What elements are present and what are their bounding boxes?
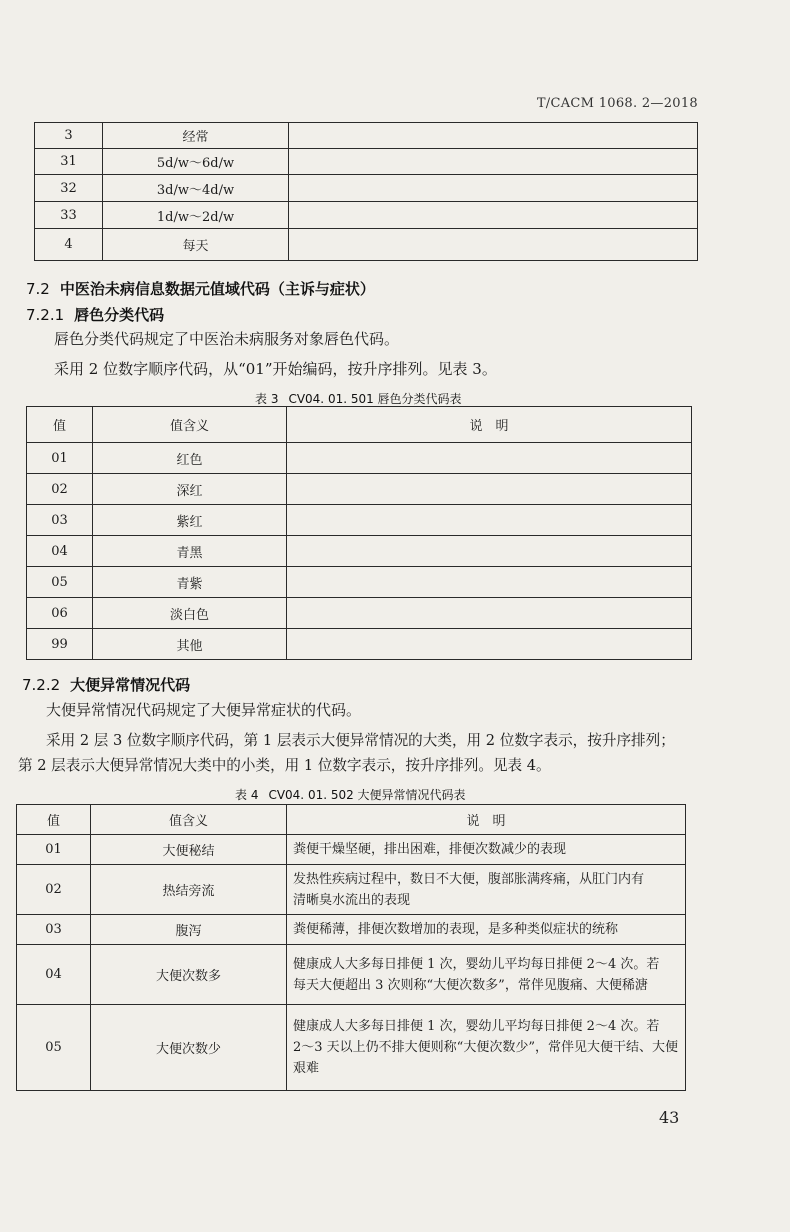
paragraph: 采用 2 位数字顺序代码，从“01”开始编码，按升序排列。见表 3。 bbox=[54, 360, 497, 378]
table-row: 33 1d/w～2d/w bbox=[35, 202, 698, 229]
column-header: 值 bbox=[17, 805, 91, 835]
paragraph: 大便异常情况代码规定了大便异常症状的代码。 bbox=[46, 701, 362, 719]
section-heading-7-2: 7.2 中医治未病信息数据元值域代码（主诉与症状） bbox=[26, 280, 375, 298]
table-row: 03 腹泻 粪便稀薄，排便次数增加的表现，是多种类似症状的统称 bbox=[17, 915, 686, 945]
table-row: 99 其他 bbox=[27, 629, 692, 660]
table-row: 06 淡白色 bbox=[27, 598, 692, 629]
table-header-row bbox=[17, 805, 686, 835]
table-caption: 表 4 CV04. 01. 502 大便异常情况代码表 bbox=[235, 788, 466, 802]
paragraph: 采用 2 层 3 位数字顺序代码，第 1 层表示大便异常情况的大类，用 2 位数字表示，按升序排列； bbox=[46, 732, 675, 749]
section-heading-7-2-2: 7.2.2 大便异常情况代码 bbox=[22, 676, 191, 694]
table-row: 01 大便秘结 粪便干燥坚硬，排出困难，排便次数减少的表现 bbox=[17, 835, 686, 865]
table-row: 05 大便次数少 健康成人大多每日排便 1 次，婴幼儿平均每日排便 2～4 次。若 2～3 天以上仍不排大便则称“大便次数少”，常伴见大便干结、大便 艰难 bbox=[17, 1005, 686, 1091]
table-caption: 表 3 CV04. 01. 501 唇色分类代码表 bbox=[255, 392, 462, 406]
column-header: 说 明 bbox=[287, 805, 686, 835]
column-header: 说 明 bbox=[287, 407, 692, 443]
paragraph: 唇色分类代码规定了中医治未病服务对象唇色代码。 bbox=[54, 330, 400, 348]
table-row: 02 热结旁流 发热性疾病过程中，数日不大便，腹部胀满疼痛，从肛门内有 清晰臭水流出的表现 bbox=[17, 865, 686, 915]
section-heading-7-2-1: 7.2.1 唇色分类代码 bbox=[26, 306, 165, 324]
column-header: 值含义 bbox=[91, 805, 287, 835]
standard-code: T/CACM 1068. 2—2018 bbox=[536, 96, 698, 111]
table-stool-abnormality bbox=[16, 804, 686, 1091]
table-header-row bbox=[27, 407, 692, 443]
table-row: 4 每天 bbox=[35, 229, 698, 261]
column-header: 值 bbox=[27, 407, 93, 443]
table-row: 03 紫红 bbox=[27, 505, 692, 536]
table-row: 31 5d/w～6d/w bbox=[35, 149, 698, 175]
table-row: 04 青黑 bbox=[27, 536, 692, 567]
column-header: 值含义 bbox=[93, 407, 287, 443]
table-continued bbox=[34, 122, 698, 261]
table-row: 02 深红 bbox=[27, 474, 692, 505]
table-row: 01 红色 bbox=[27, 443, 692, 474]
table-lip-color bbox=[26, 406, 692, 660]
table-row: 32 3d/w～4d/w bbox=[35, 175, 698, 202]
table-row: 05 青紫 bbox=[27, 567, 692, 598]
page-number: 43 bbox=[659, 1108, 680, 1127]
table-row: 3 经常 bbox=[35, 123, 698, 149]
paragraph: 第 2 层表示大便异常情况大类中的小类，用 1 位数字表示，按升序排列。见表 4。 bbox=[18, 757, 551, 774]
table-row: 04 大便次数多 健康成人大多每日排便 1 次，婴幼儿平均每日排便 2～4 次。若 每天大便超出 3 次则称“大便次数多”，常伴见腹痛、大便稀溏 bbox=[17, 945, 686, 1005]
